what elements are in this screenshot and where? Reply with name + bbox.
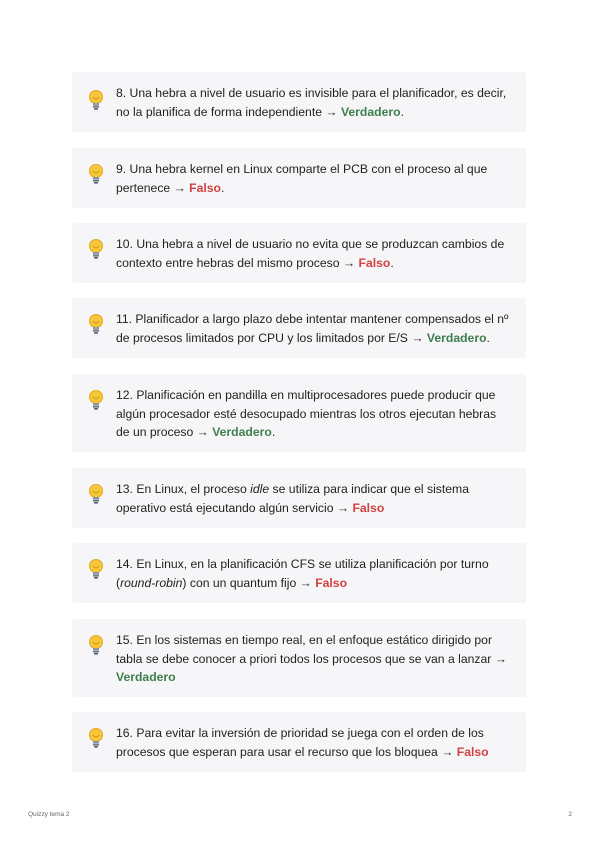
- answer-false: Falso: [189, 180, 222, 195]
- answer-true: Verdadero: [212, 425, 272, 439]
- page-number: 2: [568, 811, 572, 818]
- quiz-item-text: 11. Planificador a largo plazo debe intentar mantener compensados el nº de procesos limitados por CPU y los limitados por E/S → Verdadero.: [116, 312, 509, 345]
- answer-true: Verdadero: [340, 104, 401, 119]
- quiz-item-16: [72, 712, 526, 772]
- quiz-item-text: 8. Una hebra a nivel de usuario es invisible para el planificador, es decir, no la planifica de forma independiente → Verdadero.: [116, 86, 507, 119]
- lightbulb-icon: [86, 483, 106, 505]
- quiz-item-10: [72, 223, 526, 283]
- lightbulb-icon: [86, 634, 106, 656]
- lightbulb-icon: [86, 389, 106, 411]
- answer-false: Falso: [352, 500, 385, 515]
- answer-true: Verdadero: [426, 330, 487, 345]
- lightbulb-icon: [86, 558, 106, 580]
- quiz-item-text: 12. Planificación en pandilla en multiprocesadores puede producir que algún procesador esté desocupado mientras los otros ejecutan hebras de un proceso → Verdadero.: [116, 388, 497, 439]
- answer-false: Falso: [358, 255, 391, 270]
- answer-false: Falso: [315, 575, 348, 590]
- lightbulb-icon: [86, 163, 106, 185]
- quiz-item-8: [72, 72, 526, 132]
- term-emphasis: idle: [250, 482, 270, 496]
- quiz-item-14: [72, 543, 526, 603]
- quiz-item-9: [72, 148, 526, 208]
- quiz-item-text: 13. En Linux, el proceso idle se utiliza para indicar que el sistema operativo está ejecutando algún servicio → Falso: [116, 482, 469, 515]
- lightbulb-icon: [86, 727, 106, 749]
- lightbulb-icon: [86, 313, 106, 335]
- quiz-item-12: [72, 374, 526, 452]
- answer-true: Verdadero: [116, 670, 176, 684]
- lightbulb-icon: [86, 89, 106, 111]
- footer-title: Quizzy tema 2: [28, 811, 70, 818]
- quiz-item-13: [72, 468, 526, 528]
- quiz-item-text: 14. En Linux, en la planificación CFS se utiliza planificación por turno (round-robin) con un quantum fijo → Falso: [116, 557, 489, 590]
- term-emphasis: round-robin: [120, 575, 183, 590]
- answer-false: Falso: [456, 744, 489, 759]
- quiz-item-11: [72, 298, 526, 358]
- quiz-item-text: 9. Una hebra kernel en Linux comparte el PCB con el proceso al que pertenece → Falso.: [116, 162, 488, 195]
- quiz-item-text: 10. Una hebra a nivel de usuario no evita que se produzcan cambios de contexto entre hebras del mismo proceso → Falso.: [116, 237, 505, 270]
- quiz-item-15: [72, 619, 526, 697]
- lightbulb-icon: [86, 238, 106, 260]
- quiz-item-text: 15. En los sistemas en tiempo real, en el enfoque estático dirigido por tabla se debe conocer a priori todos los procesos que se van a lanzar → Verdadero: [116, 633, 507, 684]
- quiz-item-text: 16. Para evitar la inversión de prioridad se juega con el orden de los procesos que esperan para usar el recurso que los bloquea → Falso: [116, 726, 489, 759]
